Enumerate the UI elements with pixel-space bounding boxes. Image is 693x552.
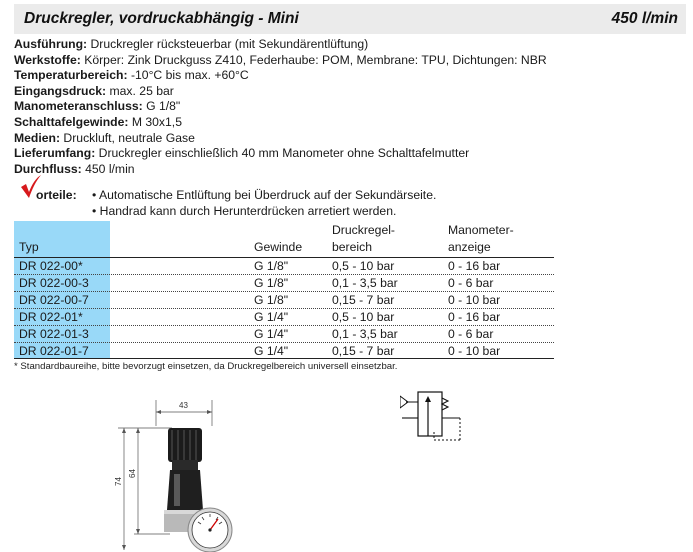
advantage-item: • Handrad kann durch Herunterdrücken arretiert werden.: [92, 203, 397, 218]
header-gewinde: Gewinde: [254, 240, 303, 254]
header-druckregelbereich: Druckregel-: [332, 223, 395, 237]
spec-value: G 1/8": [142, 99, 181, 114]
spec-row: [14, 99, 547, 115]
spec-list: [14, 37, 547, 177]
cell-bereich: 0,5 - 10 bar: [332, 259, 395, 273]
cell-bereich: 0,1 - 3,5 bar: [332, 276, 398, 290]
table-header: [14, 221, 554, 257]
header-bar: [14, 4, 686, 34]
spec-value: Druckregler rücksteuerbar (mit Sekundärentlüftung): [87, 37, 369, 51]
spec-row: [14, 37, 547, 53]
table-row: [14, 326, 554, 342]
cell-typ: DR 022-00-7: [19, 293, 89, 307]
spec-row: [14, 68, 547, 84]
advantage-item: • Automatische Entlüftung bei Überdruck auf der Sekundärseite.: [92, 188, 437, 202]
spec-label: Manometeranschluss:: [14, 99, 143, 114]
cell-anzeige: 0 - 10 bar: [448, 293, 501, 307]
table-row: [14, 309, 554, 325]
table-row: [14, 292, 554, 308]
spec-value: M 30x1,5: [128, 114, 182, 129]
spec-label: Medien:: [14, 130, 61, 145]
spec-label: Temperaturbereich:: [14, 68, 128, 83]
spec-row: [14, 146, 547, 162]
dim-height-inner-label: 64: [128, 469, 137, 478]
cell-gewinde: G 1/4": [254, 327, 289, 341]
spec-value: Körper: Zink Druckguss Z410, Federhaube: POM, Membrane: TPU, Dichtungen: NBR: [80, 52, 547, 67]
header-druckregelbereich-2: bereich: [332, 240, 372, 254]
cell-anzeige: 0 - 16 bar: [448, 310, 501, 324]
cell-typ: DR 022-01-7: [19, 344, 89, 358]
spec-label: Werkstoffe:: [14, 52, 81, 67]
dim-width-label: 43: [179, 401, 188, 410]
spec-label: Durchfluss:: [14, 161, 82, 176]
header-typ: Typ: [19, 240, 39, 254]
cell-anzeige: 0 - 6 bar: [448, 327, 494, 341]
dim-height-outer-label: 74: [114, 477, 123, 486]
spec-row: [14, 162, 547, 178]
spec-row: [14, 84, 547, 100]
cell-typ: DR 022-00*: [19, 259, 83, 273]
cell-bereich: 0,15 - 7 bar: [332, 293, 395, 307]
table-bottom-rule: [14, 358, 554, 359]
pneumatic-symbol: [400, 388, 466, 444]
header-manometeranzeige-2: anzeige: [448, 240, 491, 254]
cell-gewinde: G 1/8": [254, 293, 289, 307]
pressure-regulator-drawing: [112, 396, 242, 552]
cell-gewinde: G 1/4": [254, 344, 289, 358]
spec-value: Druckluft, neutrale Gase: [60, 130, 195, 145]
footnote: * Standardbaureihe, bitte bevorzugt einsetzen, da Druckregelbereich universell einsetzbar.: [14, 361, 398, 372]
spec-label: Eingangsdruck:: [14, 83, 107, 98]
table-row: [14, 343, 554, 359]
spec-value: 450 l/min: [81, 161, 135, 176]
table-row: [14, 275, 554, 291]
header-manometeranzeige: Manometer-: [448, 223, 514, 237]
cell-typ: DR 022-01*: [19, 310, 83, 324]
cell-anzeige: 0 - 10 bar: [448, 344, 501, 358]
spec-row: [14, 115, 547, 131]
cell-gewinde: G 1/4": [254, 310, 289, 324]
spec-label: Lieferumfang:: [14, 146, 96, 161]
cell-gewinde: G 1/8": [254, 276, 289, 290]
flow-rate-heading: 450 l/min: [611, 10, 678, 27]
spec-value: max. 25 bar: [106, 83, 174, 98]
spec-row: [14, 53, 547, 69]
cell-bereich: 0,1 - 3,5 bar: [332, 327, 398, 341]
advantages-label: orteile:: [36, 188, 77, 202]
cell-gewinde: G 1/8": [254, 259, 289, 273]
spec-value: -10°C bis max. +60°C: [127, 68, 249, 83]
table-row: [14, 258, 554, 274]
cell-typ: DR 022-01-3: [19, 327, 89, 341]
cell-bereich: 0,5 - 10 bar: [332, 310, 395, 324]
spec-row: [14, 131, 547, 147]
cell-typ: DR 022-00-3: [19, 276, 89, 290]
spec-label: Ausführung:: [14, 37, 88, 51]
spec-value: Druckregler einschließlich 40 mm Manometer ohne Schalttafelmutter: [95, 146, 470, 161]
page-title: Druckregler, vordruckabhängig - Mini: [24, 10, 299, 27]
cell-anzeige: 0 - 16 bar: [448, 259, 501, 273]
spec-label: Schalttafelgewinde:: [14, 114, 129, 129]
cell-bereich: 0,15 - 7 bar: [332, 344, 395, 358]
cell-anzeige: 0 - 6 bar: [448, 276, 494, 290]
